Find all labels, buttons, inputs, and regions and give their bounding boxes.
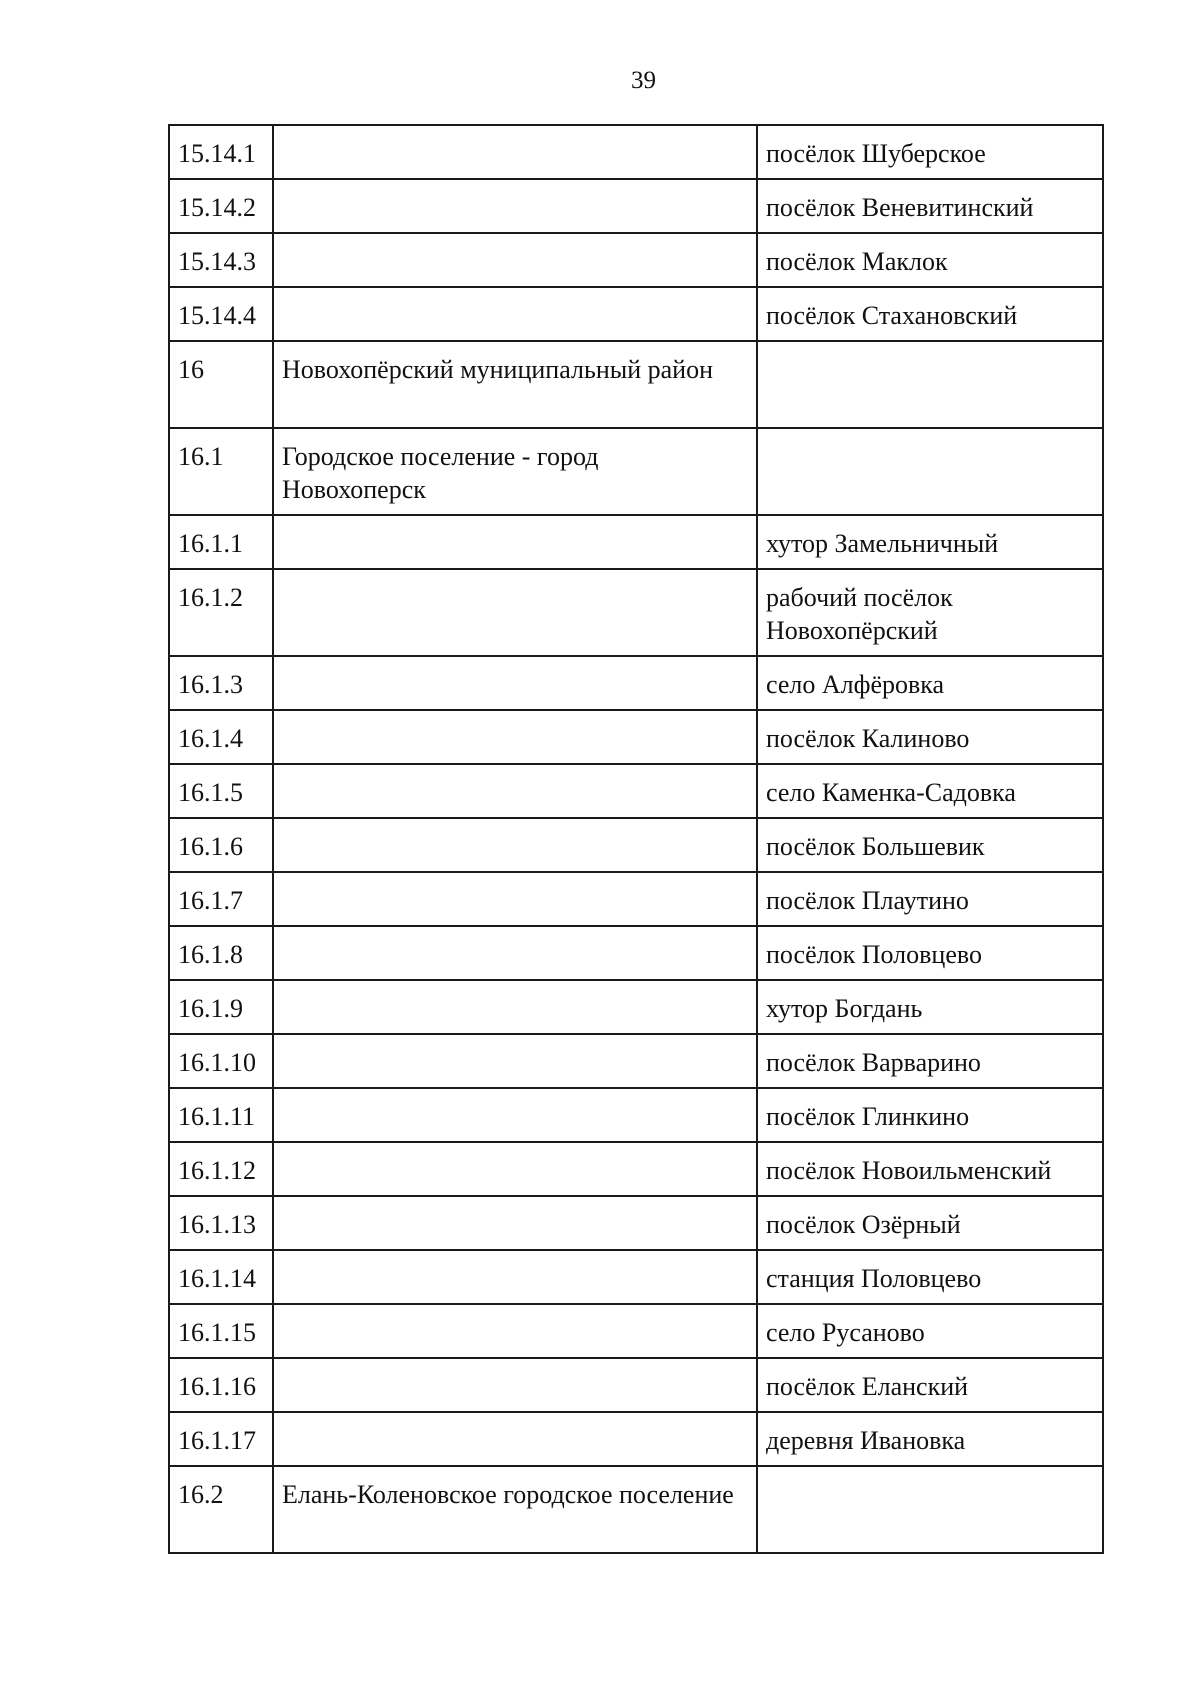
page-number: 39 xyxy=(631,67,656,94)
municipality-cell xyxy=(273,1034,757,1088)
table-row xyxy=(169,710,1103,764)
row-number-cell: 16.1 xyxy=(169,428,273,515)
table-row xyxy=(169,926,1103,980)
row-number-cell: 16.1.12 xyxy=(169,1142,273,1196)
settlement-cell: посёлок Плаутино xyxy=(757,872,1103,926)
row-number-cell: 16.1.2 xyxy=(169,569,273,656)
row-number-cell: 16.1.16 xyxy=(169,1358,273,1412)
settlement-cell: посёлок Большевик xyxy=(757,818,1103,872)
table-row xyxy=(169,656,1103,710)
row-number-cell: 16.1.5 xyxy=(169,764,273,818)
row-number-cell: 16.1.10 xyxy=(169,1034,273,1088)
row-number-cell: 16 xyxy=(169,341,273,428)
municipality-cell xyxy=(273,569,757,656)
settlement-cell: посёлок Варварино xyxy=(757,1034,1103,1088)
row-number-cell: 16.1.4 xyxy=(169,710,273,764)
table-row xyxy=(169,1088,1103,1142)
municipality-cell xyxy=(273,287,757,341)
table-row xyxy=(169,1304,1103,1358)
row-number-cell: 16.2 xyxy=(169,1466,273,1553)
settlement-cell: посёлок Маклок xyxy=(757,233,1103,287)
table-row xyxy=(169,980,1103,1034)
table-row xyxy=(169,125,1103,179)
row-number-cell: 15.14.4 xyxy=(169,287,273,341)
table-row xyxy=(169,1358,1103,1412)
settlement-cell: село Каменка-Садовка xyxy=(757,764,1103,818)
row-number-cell: 16.1.7 xyxy=(169,872,273,926)
settlement-cell: посёлок Калиново xyxy=(757,710,1103,764)
table-row xyxy=(169,287,1103,341)
settlement-cell xyxy=(757,1466,1103,1553)
row-number-cell: 16.1.13 xyxy=(169,1196,273,1250)
settlement-cell: посёлок Веневитинский xyxy=(757,179,1103,233)
settlement-cell xyxy=(757,341,1103,428)
table-row xyxy=(169,179,1103,233)
table-row xyxy=(169,1412,1103,1466)
settlement-cell: посёлок Глинкино xyxy=(757,1088,1103,1142)
row-number-cell: 15.14.1 xyxy=(169,125,273,179)
row-number-cell: 16.1.1 xyxy=(169,515,273,569)
municipality-cell: Елань-Коленовское городское поселение xyxy=(273,1466,757,1553)
table-row xyxy=(169,1034,1103,1088)
row-number-cell: 16.1.6 xyxy=(169,818,273,872)
row-number-cell: 16.1.17 xyxy=(169,1412,273,1466)
settlement-cell: село Алфёровка xyxy=(757,656,1103,710)
municipality-cell xyxy=(273,1250,757,1304)
row-number-cell: 16.1.3 xyxy=(169,656,273,710)
municipality-cell xyxy=(273,710,757,764)
settlement-cell: хутор Замельничный xyxy=(757,515,1103,569)
row-number-cell: 15.14.2 xyxy=(169,179,273,233)
settlement-cell: станция Половцево xyxy=(757,1250,1103,1304)
table-row xyxy=(169,515,1103,569)
table-row xyxy=(169,569,1103,656)
municipality-cell xyxy=(273,1196,757,1250)
row-number-cell: 16.1.15 xyxy=(169,1304,273,1358)
municipality-cell xyxy=(273,1412,757,1466)
table-row xyxy=(169,341,1103,428)
municipality-cell xyxy=(273,1358,757,1412)
municipality-cell xyxy=(273,233,757,287)
row-number-cell: 16.1.8 xyxy=(169,926,273,980)
settlement-cell: село Русаново xyxy=(757,1304,1103,1358)
table-row xyxy=(169,1196,1103,1250)
table-row xyxy=(169,1466,1103,1553)
settlement-cell: посёлок Озёрный xyxy=(757,1196,1103,1250)
municipality-cell xyxy=(273,1142,757,1196)
settlement-cell: посёлок Еланский xyxy=(757,1358,1103,1412)
row-number-cell: 16.1.9 xyxy=(169,980,273,1034)
settlement-cell: деревня Ивановка xyxy=(757,1412,1103,1466)
table-row xyxy=(169,872,1103,926)
settlement-cell: хутор Богдань xyxy=(757,980,1103,1034)
row-number-cell: 16.1.14 xyxy=(169,1250,273,1304)
municipality-cell: Новохопёрский муниципальный район xyxy=(273,341,757,428)
settlement-cell: посёлок Шуберское xyxy=(757,125,1103,179)
table-row xyxy=(169,428,1103,515)
table-row xyxy=(169,1142,1103,1196)
row-number-cell: 15.14.3 xyxy=(169,233,273,287)
municipality-cell xyxy=(273,125,757,179)
municipality-cell xyxy=(273,980,757,1034)
row-number-cell: 16.1.11 xyxy=(169,1088,273,1142)
municipality-cell: Городское поселение - город Новохоперск xyxy=(273,428,757,515)
settlement-cell: посёлок Половцево xyxy=(757,926,1103,980)
settlement-cell: посёлок Стахановский xyxy=(757,287,1103,341)
table-row xyxy=(169,1250,1103,1304)
table-row xyxy=(169,818,1103,872)
municipality-cell xyxy=(273,926,757,980)
municipality-cell xyxy=(273,1304,757,1358)
table-row xyxy=(169,233,1103,287)
municipality-cell xyxy=(273,179,757,233)
settlement-cell: посёлок Новоильменский xyxy=(757,1142,1103,1196)
table-row xyxy=(169,764,1103,818)
municipality-cell xyxy=(273,656,757,710)
settlement-cell xyxy=(757,428,1103,515)
settlements-table xyxy=(168,124,1104,1554)
municipality-cell xyxy=(273,515,757,569)
municipality-cell xyxy=(273,1088,757,1142)
municipality-cell xyxy=(273,764,757,818)
settlement-cell: рабочий посёлок Новохопёрский xyxy=(757,569,1103,656)
municipality-cell xyxy=(273,872,757,926)
municipality-cell xyxy=(273,818,757,872)
